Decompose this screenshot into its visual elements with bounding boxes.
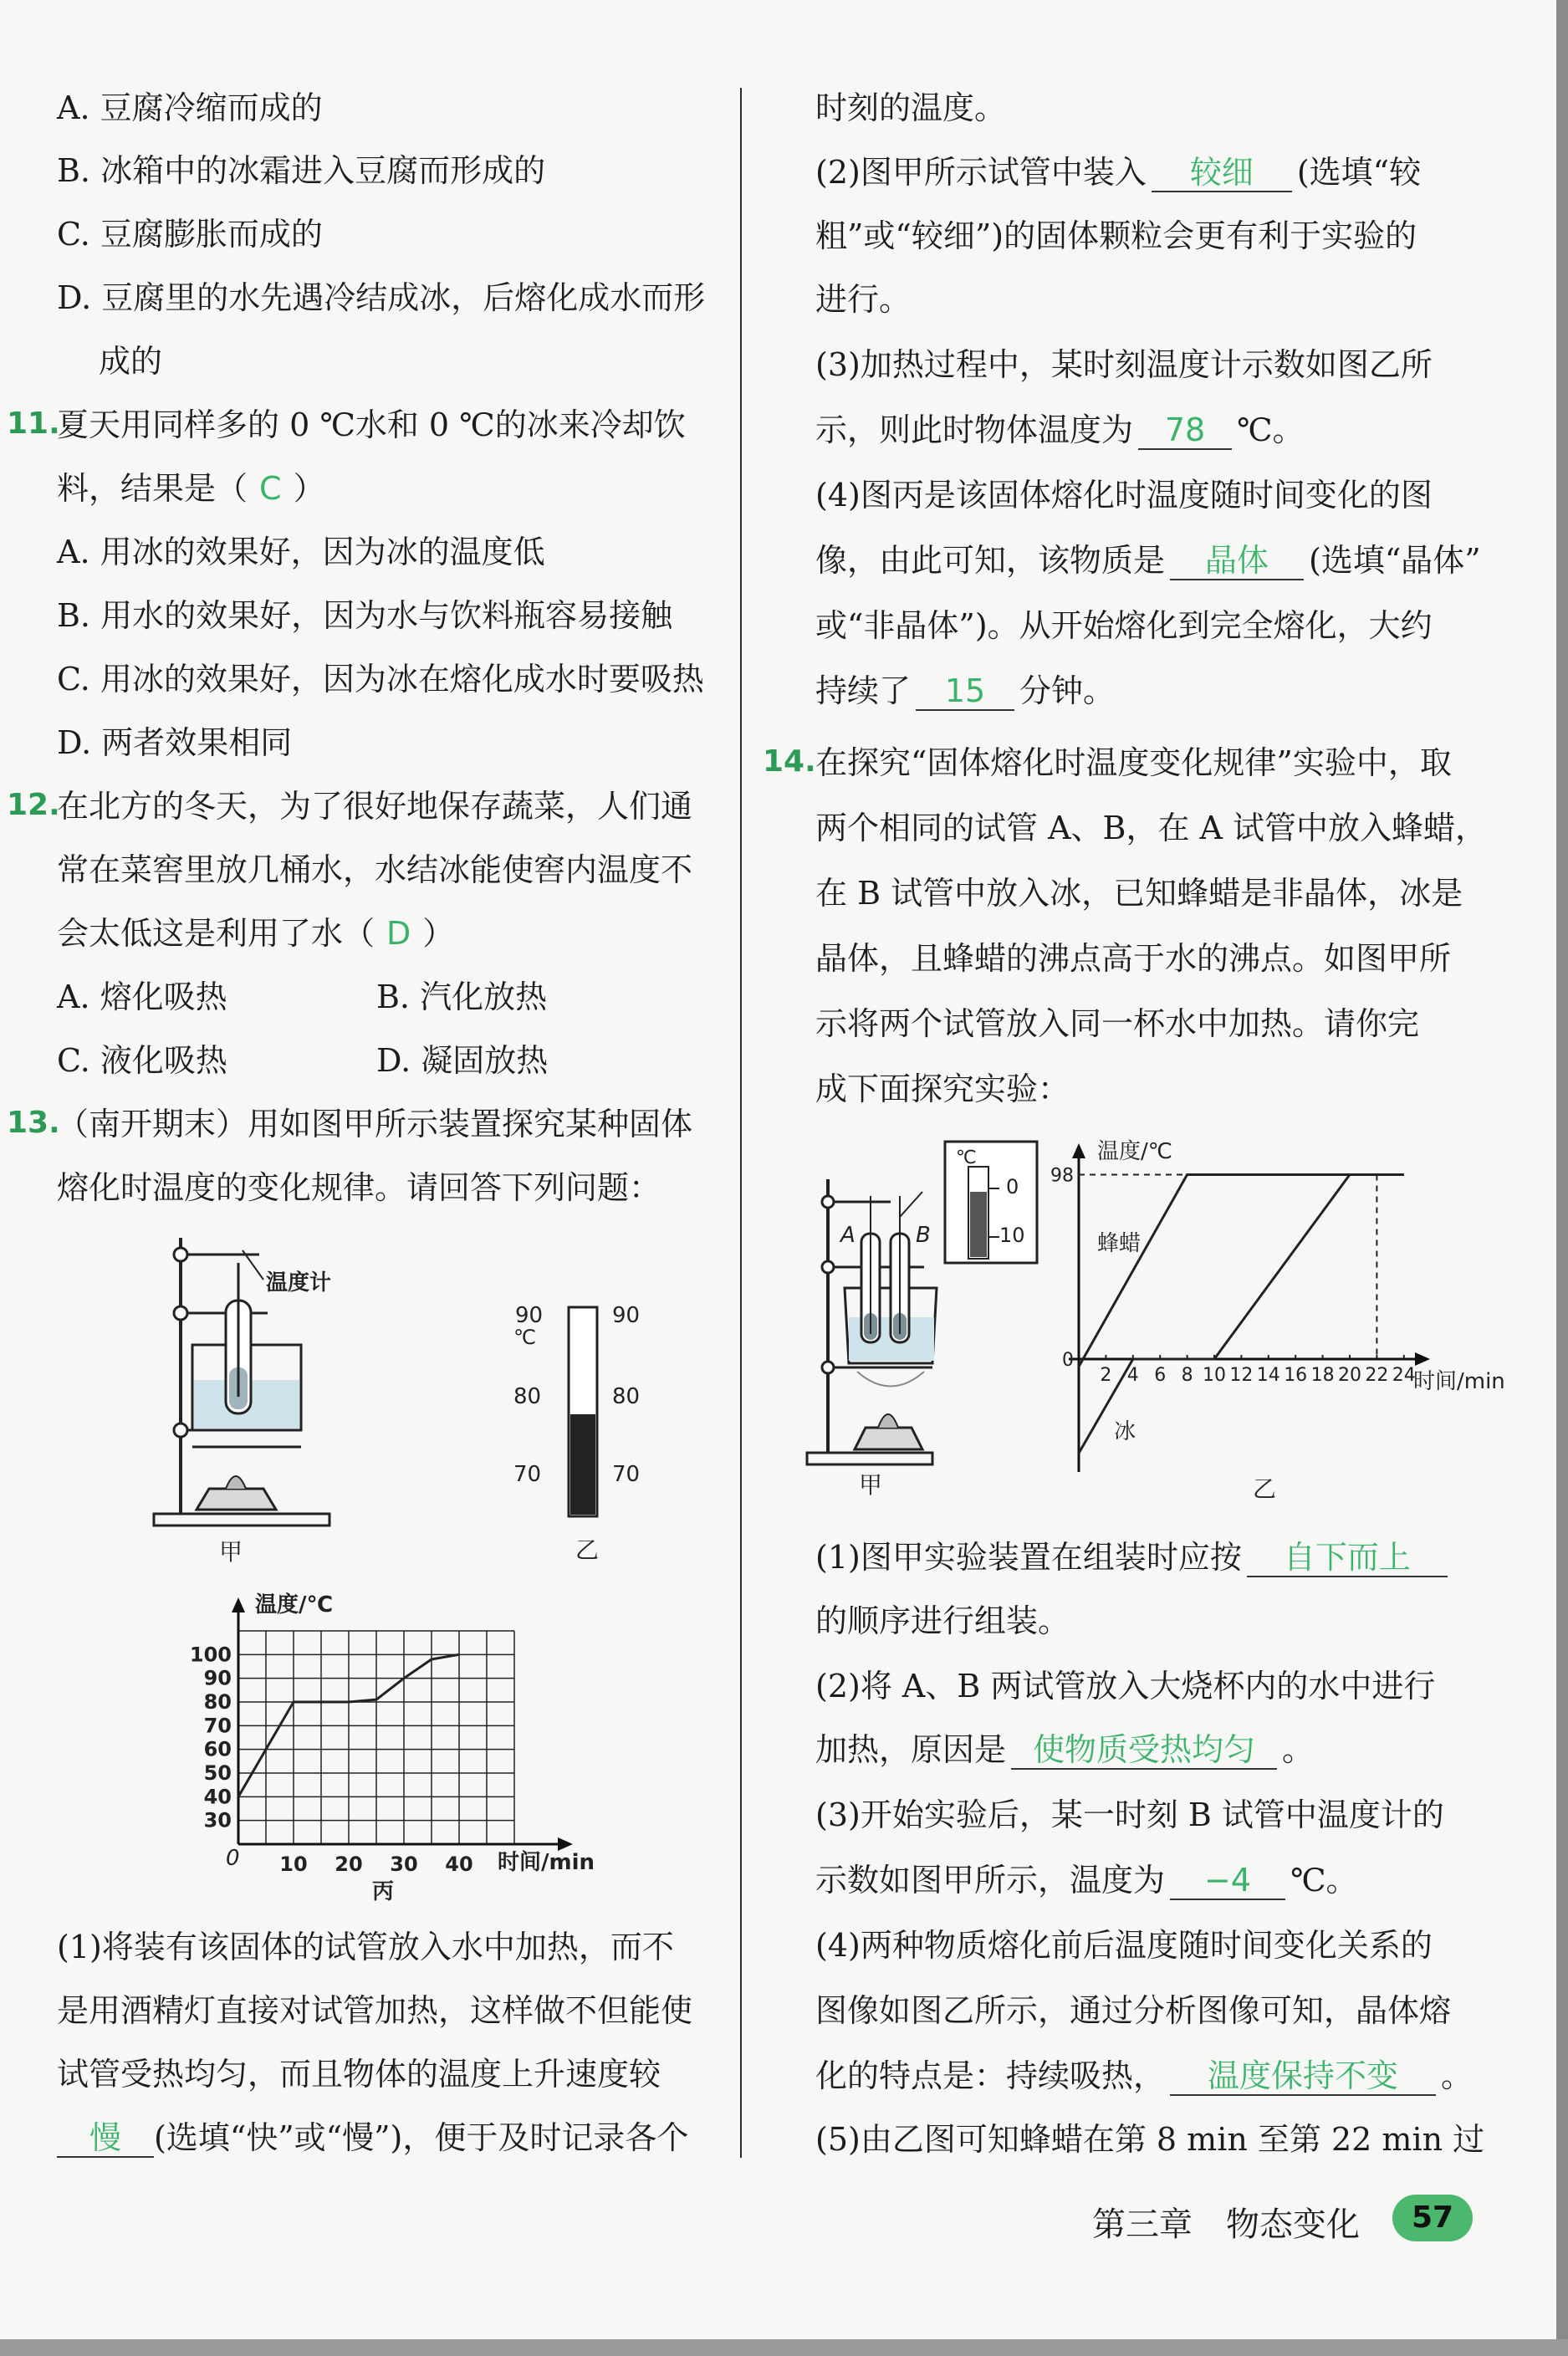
q13-number: 13. xyxy=(7,1106,60,1140)
q14-p1-answer: 自下而上 xyxy=(1247,1539,1448,1577)
y-tick-label: 70 xyxy=(203,1714,232,1738)
thermo-unit: ℃ xyxy=(513,1326,536,1349)
graph-yi-xlabel: 时间/min xyxy=(1413,1369,1505,1394)
q12-answer: D xyxy=(386,915,411,952)
q13-thermometer-figure xyxy=(502,1292,669,1568)
q13-p2-answer: 较细 xyxy=(1152,154,1292,192)
q14-p3-line-1: (3)开始实验后，某一时刻 B 试管中温度计的 xyxy=(815,1796,1444,1833)
q14-stem-1: 在探究“固体熔化时温度变化规律”实验中，取 xyxy=(815,744,1452,781)
q14-stem-4: 晶体，且蜂蜡的沸点高于水的沸点。如图甲所 xyxy=(815,940,1452,977)
q13-p1-line-1: (1)将装有该固体的试管放入水中加热，而不 xyxy=(57,1929,674,1965)
q14-number: 14. xyxy=(763,744,816,779)
x-tick-label: 2 xyxy=(1100,1365,1112,1386)
wax-line xyxy=(1079,1175,1404,1367)
q13-p4-line-1: (4)图丙是该固体熔化时温度随时间变化的图 xyxy=(815,477,1433,514)
y-axis-arrow xyxy=(232,1597,245,1612)
thermo-tick-80-right: 80 xyxy=(612,1384,641,1409)
x-tick-label: 4 xyxy=(1126,1365,1139,1386)
q13-p1-line-4: 慢 (选填“快”或“慢”)，便于及时记录各个 xyxy=(57,2116,688,2159)
page-edge-right xyxy=(1556,0,1568,2356)
q13-apparatus-figure xyxy=(142,1221,418,1572)
q14-temperature-graph xyxy=(1050,1133,1518,1510)
q14-stem-6: 成下面探究实验： xyxy=(815,1071,1070,1107)
graph-bing-origin: 0 xyxy=(226,1846,240,1871)
q14-p2-answer: 使物质受热均匀 xyxy=(1011,1731,1277,1770)
thermometer-label: 温度计 xyxy=(266,1270,332,1296)
q13-p4-line-4: 持续了 15 分钟。 xyxy=(815,672,1116,709)
q14-p2-line-1: (2)将 A、B 两试管放入大烧杯内的水中进行 xyxy=(815,1668,1436,1704)
x-tick-label: 24 xyxy=(1392,1365,1416,1386)
q13-p1-line-3: 试管受热均匀，而且物体的温度上升速度较 xyxy=(57,2056,661,2093)
y-tick-label: 98 xyxy=(1050,1165,1074,1187)
q14-apparatus-figure xyxy=(799,1133,1050,1505)
graph-yi-wax-label: 蜂蜡 xyxy=(1097,1231,1142,1256)
tube-a-label: A xyxy=(840,1223,856,1248)
y-tick-label: 90 xyxy=(203,1666,232,1690)
x-tick-label: 40 xyxy=(445,1853,473,1876)
q10-option-b: B. 冰箱中的冰霜进入豆腐而形成的 xyxy=(57,152,546,189)
y-tick-label: 80 xyxy=(203,1690,232,1714)
q13-p4-answer-2: 15 xyxy=(916,672,1014,711)
graph-yi-ice-label: 冰 xyxy=(1114,1419,1136,1444)
thermo-tick-90-left: 90 xyxy=(515,1303,544,1328)
q13-p4-line-3: 或“非晶体”)。从开始熔化到完全熔化，大约 xyxy=(815,607,1433,644)
q11-stem-2: 料，结果是（ C ） xyxy=(57,470,325,507)
thermo-tick-80-left: 80 xyxy=(513,1384,542,1409)
q14-stem-2: 两个相同的试管 A、B，在 A 试管中放入蜂蜡， xyxy=(815,810,1488,846)
q12-option-b: B. 汽化放热 xyxy=(376,979,548,1015)
x-axis-arrow xyxy=(1415,1352,1430,1366)
q13-p2-line-2: 粗”或“较细”)的固体颗粒会更有利于实验的 xyxy=(815,217,1417,254)
x-tick-label: 8 xyxy=(1181,1365,1193,1386)
column-divider xyxy=(740,88,742,2158)
x-tick-label: 22 xyxy=(1365,1365,1389,1386)
q14-stem-3: 在 B 试管中放入冰，已知蜂蜡是非晶体，冰是 xyxy=(815,875,1463,912)
q12-stem-3: 会太低这是利用了水（ D ） xyxy=(57,915,455,952)
q14-p3-line-2: 示数如图甲所示，温度为 −4 ℃。 xyxy=(815,1862,1358,1899)
y-tick-label: 100 xyxy=(189,1643,232,1667)
graph-bing-xlabel: 时间/min xyxy=(498,1850,595,1875)
y-tick-label: 40 xyxy=(203,1785,232,1809)
q12-stem-1: 在北方的冬天，为了很好地保存蔬菜，人们通 xyxy=(57,788,693,825)
x-tick-label: 10 xyxy=(1203,1365,1226,1386)
q12-option-c: C. 液化吸热 xyxy=(57,1042,227,1079)
q10-option-a: A. 豆腐冷缩而成的 xyxy=(57,89,323,126)
q13-stem-2: 熔化时温度的变化规律。请回答下列问题： xyxy=(57,1169,661,1206)
q13-cont-line: 时刻的温度。 xyxy=(815,89,1007,126)
ice-line xyxy=(1079,1175,1404,1454)
q14-p5-line-1: (5)由乙图可知蜂蜡在第 8 min 至第 22 min 过 xyxy=(815,2121,1485,2158)
q13-p3-line-2: 示，则此时物体温度为 78 ℃。 xyxy=(815,411,1305,448)
q12-stem-2: 常在菜窖里放几桶水，水结冰能使窖内温度不 xyxy=(57,851,693,888)
y-tick-label: 60 xyxy=(203,1737,232,1761)
q11-stem-1: 夏天用同样多的 0 ℃水和 0 ℃的冰来冷却饮 xyxy=(57,406,686,443)
q13-p4-answer: 晶体 xyxy=(1170,542,1304,580)
x-tick-label: 20 xyxy=(335,1853,363,1876)
x-tick-label: 14 xyxy=(1256,1365,1280,1386)
q14-p2-line-2: 加热，原因是 使物质受热均匀 。 xyxy=(815,1731,1315,1768)
inset-thermo-unit: ℃ xyxy=(956,1147,977,1168)
q11-answer: C xyxy=(259,470,282,507)
y-axis-arrow xyxy=(1072,1143,1085,1158)
inset-thermometer-column xyxy=(970,1192,987,1257)
y-tick-label: 30 xyxy=(203,1808,232,1832)
q11-option-a: A. 用冰的效果好，因为冰的温度低 xyxy=(57,534,545,570)
q11-option-d: D. 两者效果相同 xyxy=(57,724,293,761)
y-tick-label: 50 xyxy=(203,1761,232,1785)
q13-p2-line-3: 进行。 xyxy=(815,281,912,318)
x-tick-label: 20 xyxy=(1338,1365,1361,1386)
x-tick-label: 10 xyxy=(279,1853,308,1876)
q14-p4-line-2: 图像如图乙所示，通过分析图像可知，晶体熔 xyxy=(815,1992,1452,2029)
graph-bing-ylabel: 温度/℃ xyxy=(255,1592,333,1618)
x-tick-label: 30 xyxy=(390,1853,418,1876)
q11-number: 11. xyxy=(7,406,60,441)
x-tick-label: 16 xyxy=(1284,1365,1308,1386)
q13-temperature-graph xyxy=(176,1585,610,1911)
inset-thermo-tick-0: 0 xyxy=(1006,1175,1019,1198)
q12-option-d: D. 凝固放热 xyxy=(376,1042,549,1079)
tube-b-label: B xyxy=(916,1223,931,1248)
x-tick-label: 18 xyxy=(1310,1365,1335,1386)
q10-option-c: C. 豆腐膨胀而成的 xyxy=(57,216,323,253)
q14-p4-line-1: (4)两种物质熔化前后温度随时间变化关系的 xyxy=(815,1927,1433,1964)
q13-p1-line-2: 是用酒精灯直接对试管加热，这样做不但能使 xyxy=(57,1992,693,2029)
page-edge-bottom xyxy=(0,2339,1568,2356)
y-tick-label: 0 xyxy=(1062,1350,1074,1371)
chapter-footer: 第三章 物态变化 xyxy=(1092,2205,1360,2244)
q11-option-b: B. 用水的效果好，因为水与饮料瓶容易接触 xyxy=(57,597,673,634)
x-axis-arrow xyxy=(558,1837,573,1851)
q10-option-d-cont: 成的 xyxy=(99,343,163,380)
fig-yi-caption: 乙 xyxy=(575,1536,600,1564)
fig-jia-caption: 甲 xyxy=(219,1538,243,1566)
q14-stem-5: 示将两个试管放入同一杯水中加热。请你完 xyxy=(815,1005,1420,1042)
q14-fig-yi-caption: 乙 xyxy=(1253,1475,1277,1503)
q10-option-d: D. 豆腐里的水先遇冷结成冰，后熔化成水而形 xyxy=(57,279,706,316)
page-number-badge: 57 xyxy=(1392,2195,1473,2241)
q14-fig-jia-caption: 甲 xyxy=(859,1471,883,1499)
x-tick-label: 6 xyxy=(1154,1365,1167,1386)
q14-p4-line-3: 化的特点是：持续吸热， 温度保持不变 。 xyxy=(815,2057,1474,2094)
q14-p3-answer: −4 xyxy=(1170,1862,1285,1900)
graph-bing-caption: 丙 xyxy=(372,1879,395,1904)
q13-p3-line-1: (3)加热过程中，某时刻温度计示数如图乙所 xyxy=(815,346,1433,383)
q13-stem-1: （南开期末）用如图甲所示装置探究某种固体 xyxy=(57,1106,693,1142)
q12-number: 12. xyxy=(7,788,60,822)
q13-p1-answer: 慢 xyxy=(57,2119,154,2158)
inset-thermo-tick-10: 10 xyxy=(999,1224,1025,1247)
q14-p1-line-1: (1)图甲实验装置在组装时应按 自下而上 xyxy=(815,1536,1448,1579)
q13-p3-answer: 78 xyxy=(1138,411,1232,450)
thermo-tick-70-right: 70 xyxy=(612,1462,641,1487)
q13-p2-line-1: (2)图甲所示试管中装入 较细 (选填“较 xyxy=(815,154,1422,191)
x-tick-label: 12 xyxy=(1229,1365,1254,1386)
thermo-tick-90-right: 90 xyxy=(612,1303,641,1328)
q11-option-c: C. 用冰的效果好，因为冰在熔化成水时要吸热 xyxy=(57,661,704,698)
graph-yi-ylabel: 温度/℃ xyxy=(1097,1139,1172,1164)
q14-p1-line-2: 的顺序进行组装。 xyxy=(815,1602,1070,1639)
q12-option-a: A. 熔化吸热 xyxy=(57,979,227,1015)
q14-p4-answer: 温度保持不变 xyxy=(1170,2057,1436,2096)
q13-p4-line-2: 像，由此可知，该物质是 晶体 (选填“晶体” xyxy=(815,542,1481,579)
thermo-tick-70-left: 70 xyxy=(513,1462,542,1487)
thermometer-column xyxy=(570,1414,595,1515)
